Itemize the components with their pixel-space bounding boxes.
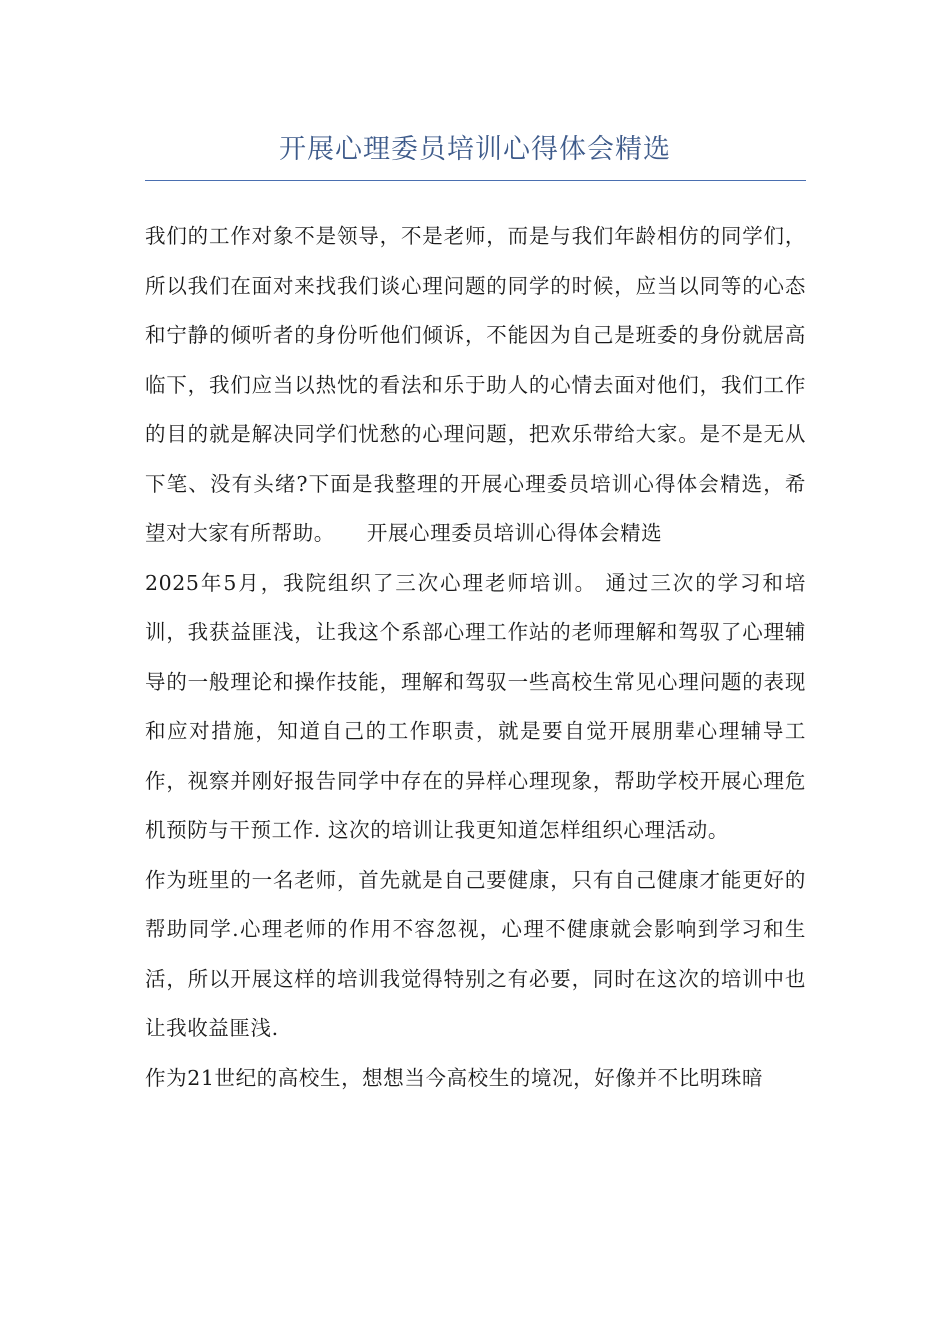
body-paragraph-4: 作为21世纪的高校生，想想当今高校生的境况，好像并不比明珠暗 — [145, 1065, 764, 1090]
document-body — [145, 212, 806, 1103]
body-paragraph-2: 2025年5月，我院组织了三次心理老师培训。 通过三次的学习和培训，我获益匪浅，让我这个系部心理工作站的老师理解和驾驭了心理辅导的一般理论和操作技能，理解和驾驭一些高校生常见心理问题的表现和应对措施，知道自己的工作职责，就是要自觉开展朋辈心理辅导工作，视察并刚好报告同学中存在的异样心理现象，帮助学校开展心理危机预防与干预工作. 这次的培训让我更知道怎样组织心理活动。 — [145, 570, 806, 842]
document-title: 开展心理委员培训心得体会精选 — [279, 134, 671, 165]
title-underline-divider — [145, 180, 806, 181]
body-paragraph-3: 作为班里的一名老师，首先就是自己要健康，只有自己健康才能更好的帮助同学.心理老师的作用不容忽视，心理不健康就会影响到学习和生活，所以开展这样的培训我觉得特别之有必要，同时在这次的培训中也让我收益匪浅. — [145, 867, 806, 1040]
body-paragraph-1: 我们的工作对象不是领导，不是老师，而是与我们年龄相仿的同学们，所以我们在面对来找我们谈心理问题的同学的时候，应当以同等的心态和宁静的倾听者的身份听他们倾诉，不能因为自己是班委的身份就居高临下，我们应当以热忱的看法和乐于助人的心情去面对他们，我们工作的目的就是解决同学们忧愁的心理问题，把欢乐带给大家。是不是无从下笔、没有头绪?下面是我整理的开展心理委员培训心得体会精选，希望对大家有所帮助。 开展心理委员培训心得体会精选 — [145, 224, 806, 545]
